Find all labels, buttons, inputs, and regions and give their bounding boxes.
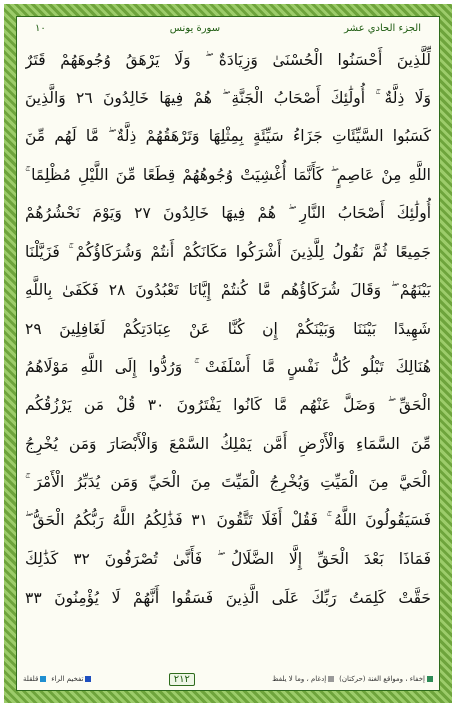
- text-line: اللَّهِ مِنْ عَاصِمٍ ۖ كَأَنَّمَا أُغْشِيَتْ وُجُوهُهُمْ قِطَعًا مِّنَ اللَّيْلِ مُظْلِمًا ۚ: [25, 165, 431, 184]
- text-line: الْحَقِّ ۖ وَضَلَّ عَنْهُم مَّا كَانُوا يَفْتَرُونَ ٣٠ قُلْ مَن يَرْزُقُكُم: [25, 396, 431, 415]
- text-line: فَسَيَقُولُونَ اللَّهُ ۚ فَقُلْ أَفَلَا تَتَّقُونَ ٣١ فَذَٰلِكُمُ اللَّهُ رَبُّكُمُ الْحَقُّ ۖ: [25, 511, 431, 530]
- page-content: [16, 16, 440, 691]
- tajweed-legend-2: [23, 675, 91, 683]
- tajweed-legend: [272, 675, 433, 683]
- legend-item: قلقلة: [23, 675, 46, 683]
- legend-item: تفخيم الراء: [51, 675, 91, 683]
- decorative-border: [4, 4, 452, 703]
- legend-item: إخفاء ، ومواقع الغنة (حركتان): [339, 675, 433, 683]
- text-line: مِّنَ السَّمَاءِ وَالْأَرْضِ أَمَّن يَمْلِكُ السَّمْعَ وَالْأَبْصَارَ وَمَن يُخْرِجُ: [25, 435, 431, 454]
- text-line: شَهِيدًا بَيْنَنَا وَبَيْنَكُمْ إِن كُنَّا عَنْ عِبَادَتِكُمْ لَغَافِلِينَ ٢٩: [25, 319, 431, 338]
- legend-item: إدغام ، وما لا يلفظ: [272, 675, 334, 683]
- text-line: الْحَيَّ مِنَ الْمَيِّتِ وَيُخْرِجُ الْمَيِّتَ مِنَ الْحَيِّ وَمَن يُدَبِّرُ الْأَمْرَ ۚ: [25, 472, 431, 491]
- text-line: فَمَاذَا بَعْدَ الْحَقِّ إِلَّا الضَّلَالُ ۖ فَأَنَّىٰ تُصْرَفُونَ ٣٢ كَذَٰلِكَ: [25, 549, 431, 568]
- page-number: ٢١٢: [169, 673, 195, 686]
- juz-name: الجزء الحادي عشر: [344, 22, 421, 34]
- legend-swatch-icon: [40, 676, 46, 682]
- legend-swatch-icon: [427, 676, 433, 682]
- text-line: جَمِيعًا ثُمَّ نَقُولُ لِلَّذِينَ أَشْرَكُوا مَكَانَكُمْ أَنتُمْ وَشُرَكَاؤُكُمْ ۚ فَزَيَّلْنَا: [25, 242, 431, 261]
- text-line: أُولَٰئِكَ أَصْحَابُ النَّارِ ۖ هُمْ فِيهَا خَالِدُونَ ٢٧ وَيَوْمَ نَحْشُرُهُمْ: [25, 204, 431, 223]
- text-line: وَلَا ذِلَّةٌ ۚ أُولَٰئِكَ أَصْحَابُ الْجَنَّةِ ۖ هُمْ فِيهَا خَالِدُونَ ٢٦ وَالَّذِينَ: [25, 89, 431, 108]
- text-line: حَقَّتْ كَلِمَتُ رَبِّكَ عَلَى الَّذِينَ فَسَقُوا أَنَّهُمْ لَا يُؤْمِنُونَ ٣٣: [25, 588, 431, 607]
- text-line: كَسَبُوا السَّيِّئَاتِ جَزَاءُ سَيِّئَةٍ بِمِثْلِهَا وَتَرْهَقُهُمْ ذِلَّةٌ ۖ مَّا لَهُم مِّنَ: [25, 127, 431, 146]
- page-footer: [17, 668, 439, 690]
- legend-swatch-icon: [328, 676, 334, 682]
- legend-swatch-icon: [85, 676, 91, 682]
- text-line: بَيْنَهُمْ ۖ وَقَالَ شُرَكَاؤُهُم مَّا كُنتُمْ إِيَّانَا تَعْبُدُونَ ٢٨ فَكَفَىٰ بِاللَّهِ: [25, 281, 431, 300]
- verse-text-area: [25, 41, 431, 666]
- text-line: لِّلَّذِينَ أَحْسَنُوا الْحُسْنَىٰ وَزِيَادَةٌ ۖ وَلَا يَرْهَقُ وُجُوهَهُمْ قَتَرٌ: [25, 50, 431, 69]
- text-line: هُنَالِكَ تَبْلُو كُلُّ نَفْسٍ مَّا أَسْلَفَتْ ۚ وَرُدُّوا إِلَى اللَّهِ مَوْلَاهُمُ: [25, 357, 431, 376]
- surah-name: سورة يونس: [169, 22, 221, 34]
- page-header-number: ١٠: [35, 22, 46, 34]
- page-header: [17, 17, 439, 39]
